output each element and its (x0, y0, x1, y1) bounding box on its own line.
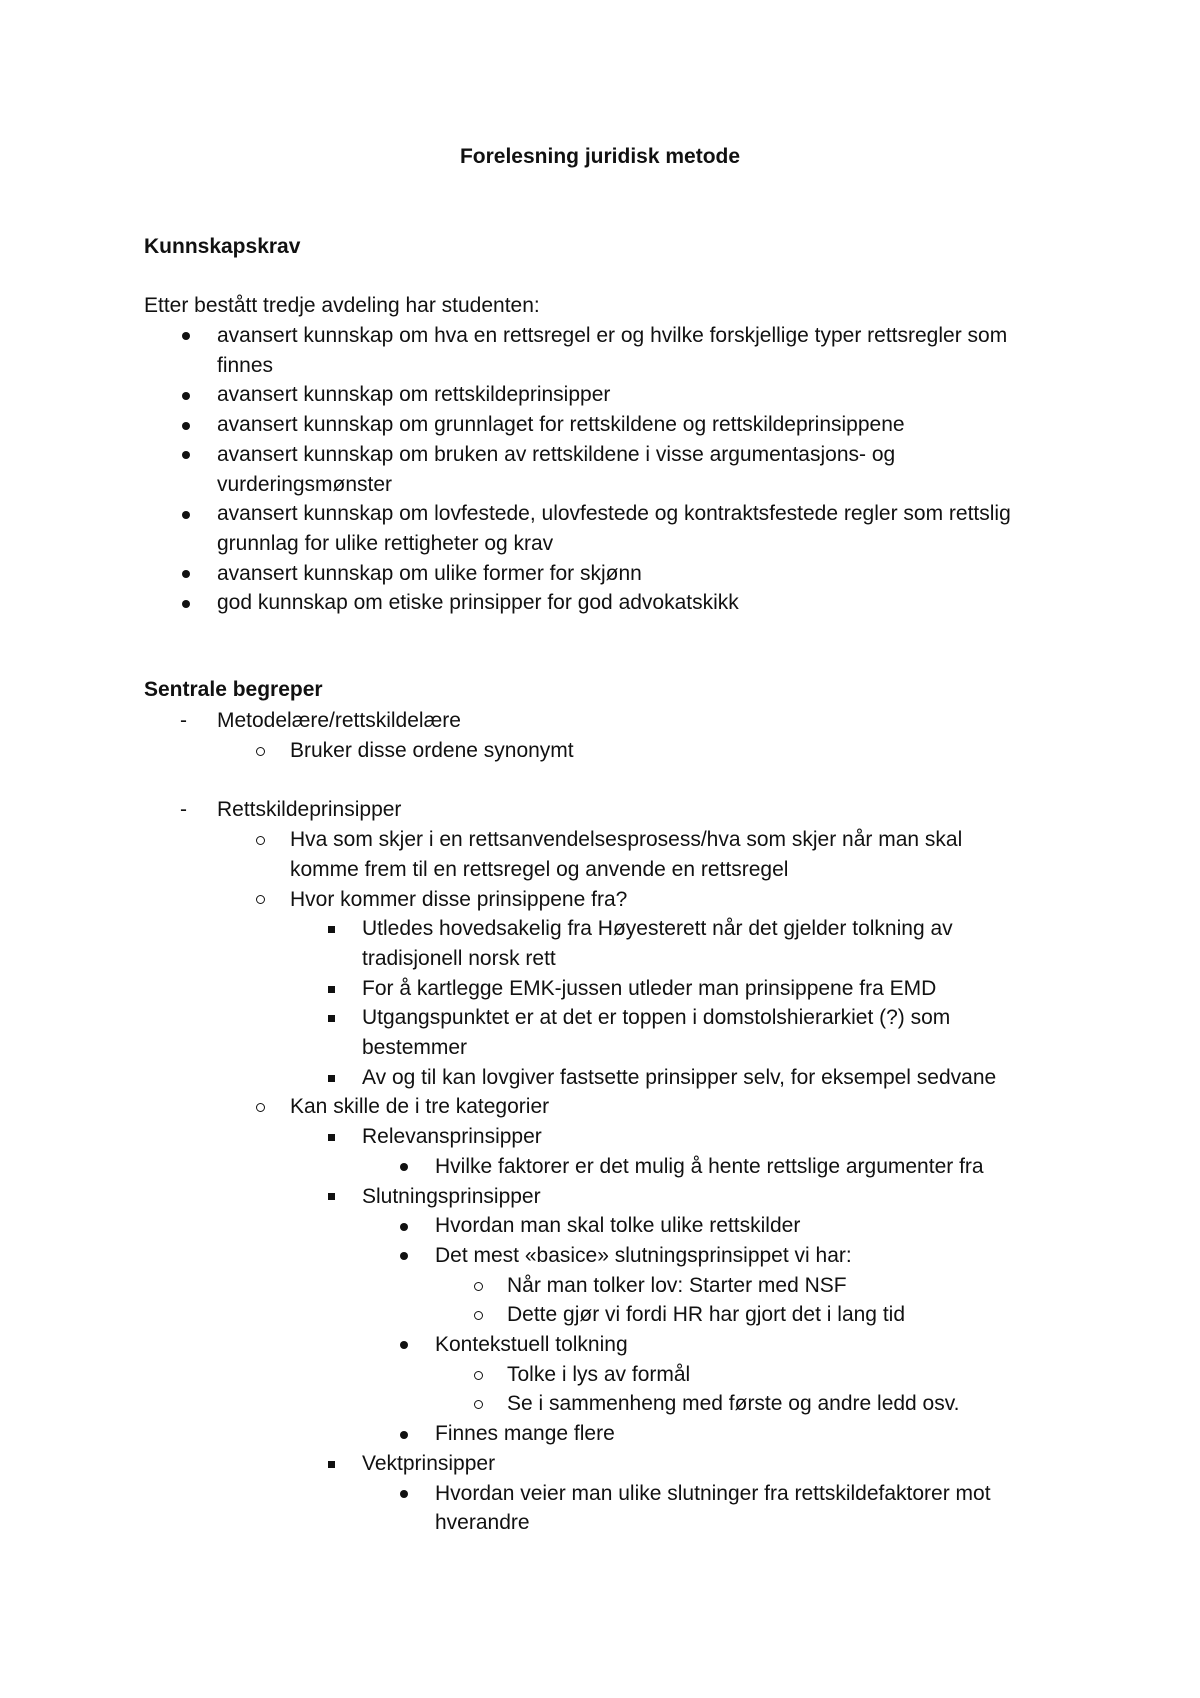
list-item-line: Slutningsprinsipper (362, 1184, 541, 1208)
list-item-line: Finnes mange flere (435, 1422, 615, 1446)
list-item-line: avansert kunnskap om bruken av rettskildene i visse argumentasjons- og (217, 442, 896, 466)
list-item-line: finnes (217, 353, 274, 377)
disc-bullet-icon (400, 1243, 408, 1269)
list-item-line: tradisjonell norsk rett (362, 946, 556, 970)
list-item-line: avansert kunnskap om rettskildeprinsipper (217, 383, 611, 407)
list-item-line: Hvor kommer disse prinsippene fra? (290, 887, 628, 911)
list-item-line: Hvordan veier man ulike slutninger fra rettskildefaktorer mot (435, 1481, 991, 1505)
list-item-line: avansert kunnskap om lovfestede, ulovfestede og kontraktsfestede regler som rettslig (217, 502, 1011, 526)
circle-bullet-icon (256, 1094, 265, 1120)
square-bullet-icon (328, 976, 335, 1002)
list-item-line: Rettskildeprinsipper (217, 798, 402, 822)
list-item-line: grunnlag for ulike rettigheter og krav (217, 531, 554, 555)
square-bullet-icon (328, 1451, 335, 1477)
dash-bullet-icon: - (180, 709, 187, 732)
list-item-line: Det mest «basice» slutningsprinsippet vi har: (435, 1243, 852, 1267)
square-bullet-icon (328, 1005, 335, 1031)
dash-bullet-icon: - (180, 798, 187, 822)
list-item-line: Kontekstuell tolkning (435, 1333, 628, 1356)
circle-bullet-icon (256, 887, 265, 913)
section-heading-kunnskapskrav: Kunnskapskrav (144, 235, 301, 258)
list-item-line: Tolke i lys av formål (507, 1362, 691, 1386)
list-item-line: komme frem til en rettsregel og anvende en rettsregel (290, 857, 789, 881)
square-bullet-icon (328, 1065, 335, 1091)
list-item-line: bestemmer (362, 1036, 468, 1059)
list-item-line: Relevansprinsipper (362, 1125, 542, 1149)
disc-bullet-icon (400, 1213, 408, 1239)
list-item-line: Av og til kan lovgiver fastsette prinsipper selv, for eksempel sedvane (362, 1065, 997, 1089)
square-bullet-icon (328, 1124, 335, 1150)
disc-bullet-icon (182, 412, 190, 438)
list-item-line: Utledes hovedsakelig fra Høyesterett når det gjelder tolkning av (362, 917, 953, 941)
list-item-line: Hva som skjer i en rettsanvendelsesprosess/hva som skjer når man skal (290, 828, 963, 852)
list-item-line: Hvilke faktorer er det mulig å hente rettslige argumenter fra (435, 1154, 984, 1178)
disc-bullet-icon (400, 1332, 408, 1358)
circle-bullet-icon (474, 1302, 483, 1328)
circle-bullet-icon (256, 827, 265, 853)
disc-bullet-icon (400, 1421, 408, 1447)
list-item-line: avansert kunnskap om hva en rettsregel er og hvilke forskjellige typer rettsregler som (217, 324, 1008, 347)
list-item-line: Kan skille de i tre kategorier (290, 1095, 550, 1119)
disc-bullet-icon (182, 501, 190, 527)
disc-bullet-icon (182, 323, 190, 349)
list-item-line: Dette gjør vi fordi HR har gjort det i lang tid (507, 1303, 905, 1327)
list-item-line: hverandre (435, 1511, 530, 1535)
section-heading-sentrale-begreper: Sentrale begreper (144, 678, 323, 701)
square-bullet-icon (328, 1184, 335, 1210)
list-item-line: avansert kunnskap om ulike former for skjønn (217, 561, 642, 585)
square-bullet-icon (328, 916, 335, 942)
disc-bullet-icon (182, 442, 190, 468)
disc-bullet-icon (182, 590, 190, 616)
disc-bullet-icon (182, 561, 190, 587)
list-item-line: For å kartlegge EMK-jussen utleder man prinsippene fra EMD (362, 976, 937, 1000)
list-item-line: Hvordan man skal tolke ulike rettskilder (435, 1214, 801, 1238)
list-item-line: god kunnskap om etiske prinsipper for god advokatskikk (217, 591, 739, 615)
circle-bullet-icon (474, 1362, 483, 1388)
list-item-line: Utgangspunktet er at det er toppen i domstolshierarkiet (?) som (362, 1006, 951, 1030)
section-intro: Etter bestått tredje avdeling har studenten: (144, 294, 540, 317)
circle-bullet-icon (256, 738, 265, 764)
list-item-line: Metodelære/rettskildelære (217, 709, 461, 732)
list-item-line: Bruker disse ordene synonymt (290, 738, 574, 762)
document-title: Forelesning juridisk metode (459, 145, 741, 168)
disc-bullet-icon (400, 1481, 408, 1507)
list-item-line: Vektprinsipper (362, 1451, 496, 1475)
disc-bullet-icon (400, 1154, 408, 1180)
list-item-line: Se i sammenheng med første og andre ledd osv. (507, 1392, 960, 1416)
circle-bullet-icon (474, 1273, 483, 1299)
disc-bullet-icon (182, 382, 190, 408)
list-item-line: avansert kunnskap om grunnlaget for rettskildene og rettskildeprinsippene (217, 413, 905, 437)
list-item-line: vurderingsmønster (217, 472, 393, 496)
list-item-line: Når man tolker lov: Starter med NSF (507, 1273, 847, 1297)
circle-bullet-icon (474, 1391, 483, 1417)
